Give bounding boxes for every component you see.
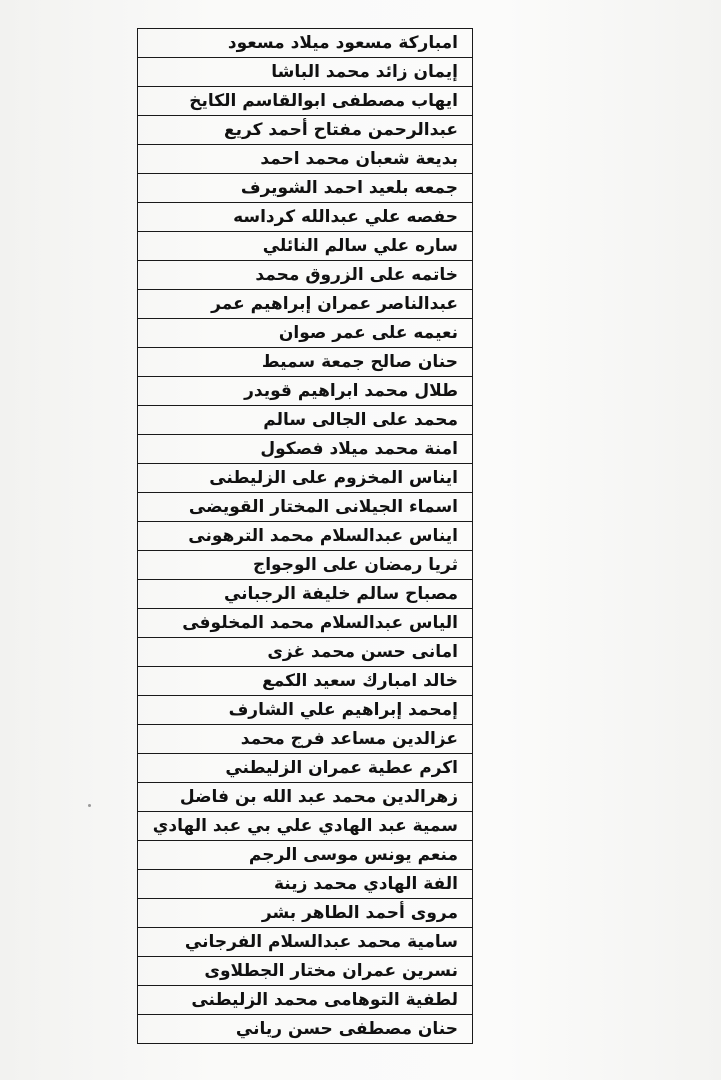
paper-speck	[88, 804, 91, 807]
name-cell: منعم يونس موسى الرجم	[138, 841, 473, 870]
name-cell: عزالدين مساعد فرج محمد	[138, 725, 473, 754]
table-row	[138, 928, 473, 957]
table-row	[138, 522, 473, 551]
table-row	[138, 638, 473, 667]
table-row	[138, 174, 473, 203]
table-row	[138, 957, 473, 986]
table-row	[138, 1015, 473, 1044]
table-row	[138, 232, 473, 261]
name-cell: ساره علي سالم النائلي	[138, 232, 473, 261]
table-row	[138, 551, 473, 580]
name-cell: امنة محمد ميلاد فصكول	[138, 435, 473, 464]
name-cell: إمحمد إبراهيم علي الشارف	[138, 696, 473, 725]
table-row	[138, 29, 473, 58]
name-cell: حفصه علي عبدالله كرداسه	[138, 203, 473, 232]
table-row	[138, 899, 473, 928]
table-row	[138, 841, 473, 870]
table-row	[138, 377, 473, 406]
table-row	[138, 986, 473, 1015]
table-row	[138, 493, 473, 522]
name-cell: نسرين عمران مختار الجطلاوى	[138, 957, 473, 986]
table-row	[138, 290, 473, 319]
table-row	[138, 116, 473, 145]
table-row	[138, 812, 473, 841]
table-row	[138, 696, 473, 725]
name-cell: محمد على الجالى سالم	[138, 406, 473, 435]
name-cell: الياس عبدالسلام محمد المخلوفى	[138, 609, 473, 638]
name-cell: خالد امبارك سعيد الكمع	[138, 667, 473, 696]
name-cell: زهرالدين محمد عبد الله بن فاضل	[138, 783, 473, 812]
name-cell: بديعة شعبان محمد احمد	[138, 145, 473, 174]
name-cell: مروى أحمد الطاهر بشر	[138, 899, 473, 928]
table-row	[138, 667, 473, 696]
name-cell: امانى حسن محمد غزى	[138, 638, 473, 667]
table-row	[138, 783, 473, 812]
names-table-body	[138, 29, 473, 1044]
name-cell: جمعه بلعيد احمد الشويرف	[138, 174, 473, 203]
table-row	[138, 203, 473, 232]
name-cell: حنان مصطفى حسن رياني	[138, 1015, 473, 1044]
table-row	[138, 58, 473, 87]
name-cell: طلال محمد ابراهيم قويدر	[138, 377, 473, 406]
table-row	[138, 609, 473, 638]
table-row	[138, 725, 473, 754]
name-cell: سمية عبد الهادي علي بي عبد الهادي	[138, 812, 473, 841]
table-row	[138, 870, 473, 899]
table-row	[138, 145, 473, 174]
name-cell: اسماء الجيلانى المختار القويضى	[138, 493, 473, 522]
table-row	[138, 87, 473, 116]
name-cell: اكرم عطية عمران الزليطني	[138, 754, 473, 783]
name-cell: حنان صالح جمعة سميط	[138, 348, 473, 377]
name-cell: خاتمه على الزروق محمد	[138, 261, 473, 290]
name-cell: ايهاب مصطفى ابوالقاسم الكايخ	[138, 87, 473, 116]
table-row	[138, 319, 473, 348]
table-row	[138, 348, 473, 377]
name-cell: لطفية التوهامى محمد الزليطنى	[138, 986, 473, 1015]
name-cell: ثريا رمضان على الوجواج	[138, 551, 473, 580]
table-row	[138, 406, 473, 435]
name-cell: نعيمه على عمر صوان	[138, 319, 473, 348]
name-cell: مصباح سالم خليفة الرجباني	[138, 580, 473, 609]
table-row	[138, 261, 473, 290]
table-row	[138, 464, 473, 493]
name-cell: عبدالناصر عمران إبراهيم عمر	[138, 290, 473, 319]
name-cell: سامية محمد عبدالسلام الفرجاني	[138, 928, 473, 957]
table-row	[138, 435, 473, 464]
table-row	[138, 754, 473, 783]
name-cell: ايناس المخزوم على الزليطنى	[138, 464, 473, 493]
names-table	[137, 28, 473, 1044]
table-row	[138, 580, 473, 609]
name-cell: ايناس عبدالسلام محمد الترهونى	[138, 522, 473, 551]
name-cell: إيمان زائد محمد الباشا	[138, 58, 473, 87]
name-cell: عبدالرحمن مفتاح أحمد كريع	[138, 116, 473, 145]
name-cell: امباركة مسعود ميلاد مسعود	[138, 29, 473, 58]
name-cell: الفة الهادي محمد زينة	[138, 870, 473, 899]
